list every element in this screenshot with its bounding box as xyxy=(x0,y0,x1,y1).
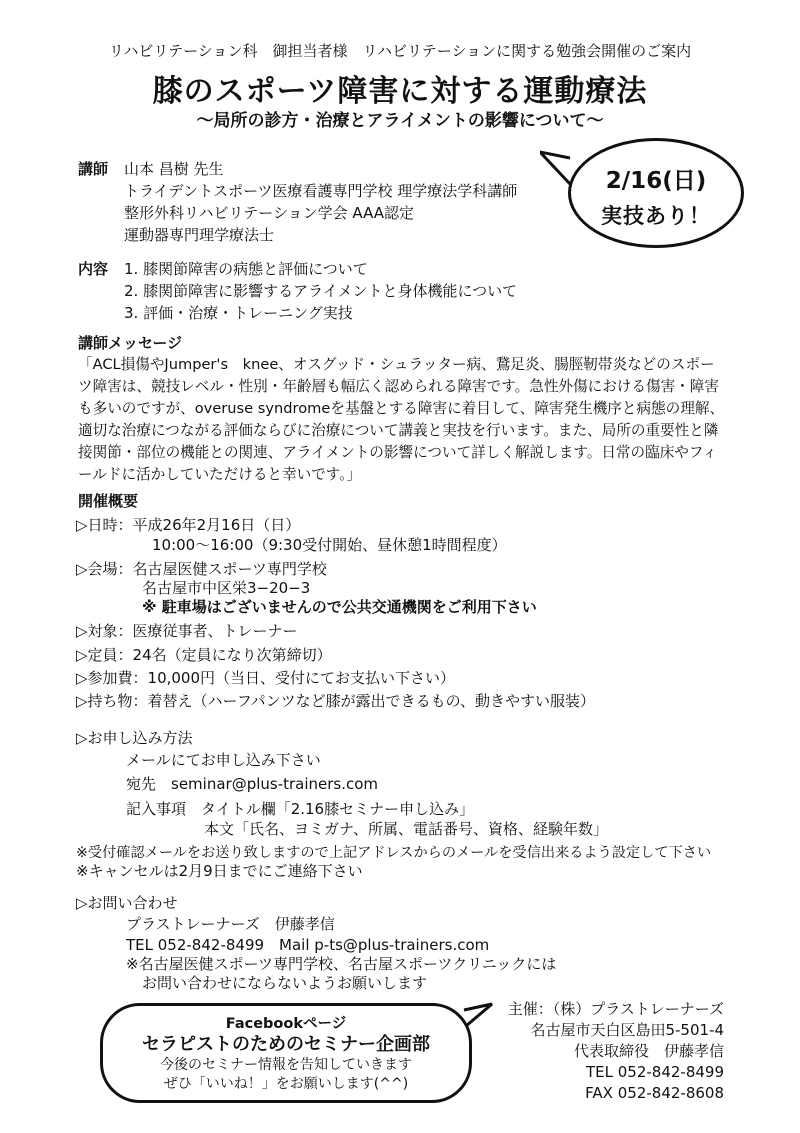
address-line: 名古屋市中区栄3−20−3 xyxy=(142,579,311,597)
apply-destination: 宛先 seminar@plus-trainers.com xyxy=(126,775,379,793)
message-label: 講師メッセージ xyxy=(78,334,183,352)
apply-note-mail: ※受付確認メールをお送り致しますので上記アドレスからのメールを受信出来るよう設定して下さい xyxy=(76,845,712,861)
lecturer-specialty: 運動器専門理学療法士 xyxy=(124,226,275,244)
host-tel: TEL 052-842-8499 xyxy=(585,1063,724,1081)
content-item: 2. 膝関節障害に影響するアライメントと身体機能について xyxy=(124,282,518,300)
facebook-page-name: セラピストのためのセミナー企画部 xyxy=(142,1034,430,1055)
facebook-title: Facebookページ xyxy=(225,1016,347,1032)
host-address: 名古屋市天白区島田5-501-4 xyxy=(530,1021,724,1039)
facebook-line-1: 今後のセミナー情報を告知していきます xyxy=(160,1057,412,1073)
host-representative: 代表取締役 伊藤孝信 xyxy=(573,1042,724,1060)
apply-fields-body: 本文「氏名、ヨミガナ、所属、電話番号、資格、経験年数」 xyxy=(204,820,608,838)
message-text: 「ACL損傷やJumper's knee、オスグッド・シュラッター病、鵞足炎、腸脛靭帯炎などのスポーツ障害は、競技レベル・性別・年齢層も幅広く認められる障害です。急性外傷における傷害・障害も多いのですが、overuse syndromeを基盤とする障害に着目して、障害発生機序と病態の理解、適切な治療につながる評価ならびに治療について講義と実技を行います。また、局所の重要性と隣接関節・部位の機能との関連、アライメントの影響について詳しく解説します。日常の臨床やフィールドに活かしていただけると幸いです。」 xyxy=(78,356,725,483)
content-list xyxy=(124,258,517,324)
apply-heading: ▷お申し込み方法 xyxy=(76,729,193,747)
intro-line: リハビリテーション科 御担当者様 リハビリテーションに関する勉強会開催のご案内 xyxy=(108,42,692,60)
lecturer-block xyxy=(124,158,517,246)
apply-note-cancel: ※キャンセルは2月9日までにご連絡下さい xyxy=(76,862,363,880)
host-fax: FAX 052-842-8608 xyxy=(585,1084,724,1102)
lecturer-certification: 整形外科リハビリテーション学会 AAA認定 xyxy=(124,204,415,222)
time-line: 10:00〜16:00（9:30受付開始、昼休憩1時間程度） xyxy=(152,536,507,554)
apply-instruction: メールにてお申し込み下さい xyxy=(126,751,321,769)
overview-label: 開催概要 xyxy=(78,492,139,510)
content-item: 3. 評価・治療・トレーニング実技 xyxy=(124,304,353,322)
venue-line: ▷会場：名古屋医健スポーツ専門学校 xyxy=(76,560,327,578)
target-line: ▷対象：医療従事者、トレーナー xyxy=(76,622,298,640)
lecturer-name: 山本 昌樹 先生 xyxy=(124,160,224,178)
bring-line: ▷持ち物：着替え（ハーフパンツなど膝が露出できるもの、動きやすい服装） xyxy=(76,692,595,710)
parking-note: ※ 駐車場はございませんので公共交通機関をご利用下さい xyxy=(142,598,537,616)
capacity-line: ▷定員：24名（定員になり次第締切） xyxy=(76,646,332,664)
apply-fields-title: 記入事項 タイトル欄「2.16膝セミナー申し込み」 xyxy=(126,800,475,818)
content-item: 1. 膝関節障害の病態と評価について xyxy=(124,260,368,278)
contact-note-2: お問い合わせにならないようお願いします xyxy=(142,974,428,992)
contact-phone-mail: TEL 052-842-8499 Mail p-ts@plus-trainers.com xyxy=(126,936,490,954)
page-title: 膝のスポーツ障害に対する運動療法 xyxy=(152,74,648,109)
bubble-note: 実技あり！ xyxy=(601,204,711,228)
bubble-date: 2/16(日) xyxy=(605,168,707,194)
lecturer-label: 講師 xyxy=(78,160,109,178)
facebook-line-2: ぜひ「いいね！」をお願いします(^^) xyxy=(163,1076,409,1092)
host-organizer: 主催：（株）プラストレーナーズ xyxy=(507,1000,724,1018)
content-label: 内容 xyxy=(78,260,109,278)
fee-line: ▷参加費：10,000円（当日、受付にてお支払い下さい） xyxy=(76,669,456,687)
page-subtitle: 〜局所の診方・治療とアライメントの影響について〜 xyxy=(196,111,604,131)
contact-name: プラストレーナーズ 伊藤孝信 xyxy=(126,915,335,933)
contact-heading: ▷お問い合わせ xyxy=(76,894,178,912)
lecturer-affiliation: トライデントスポーツ医療看護専門学校 理学療法学科講師 xyxy=(124,182,518,200)
contact-note: ※名古屋医健スポーツ専門学校、名古屋スポーツクリニックには xyxy=(126,955,557,973)
date-line: ▷日時：平成26年2月16日（日） xyxy=(76,516,301,534)
